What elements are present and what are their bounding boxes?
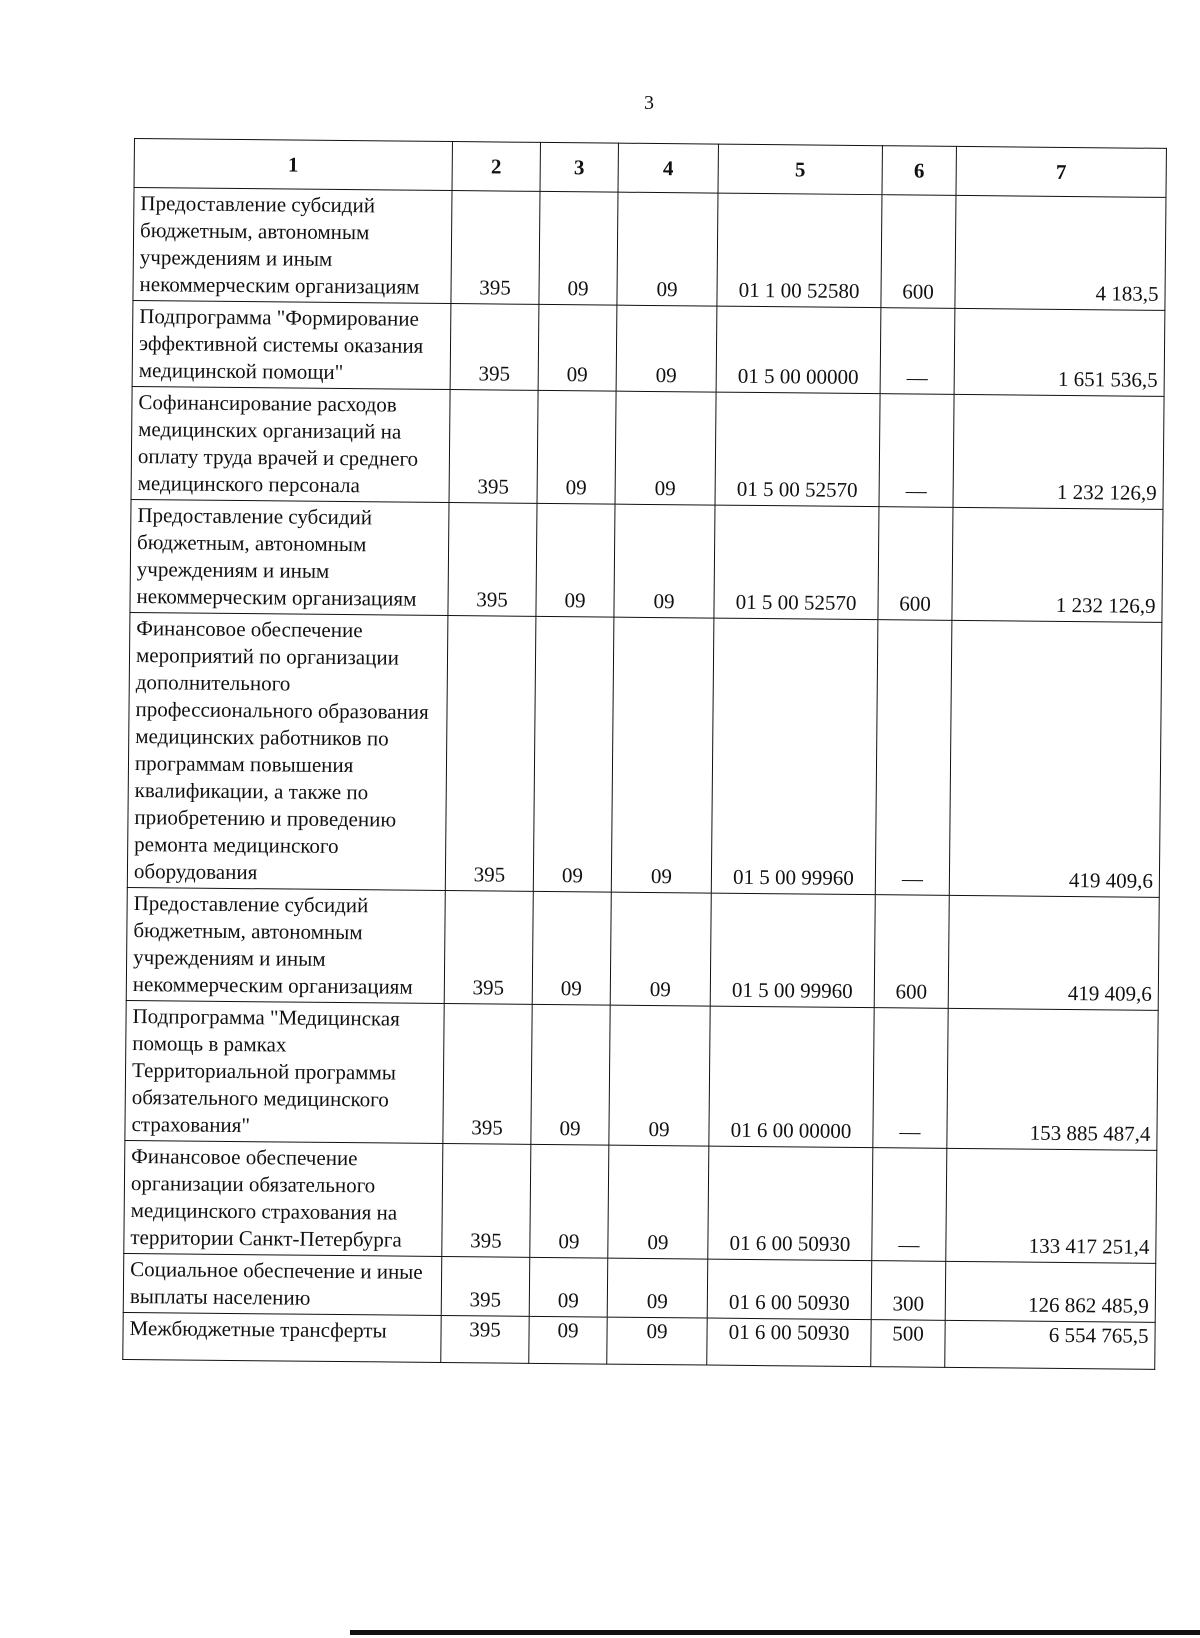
table-row	[130, 499, 1163, 622]
table-row	[131, 386, 1164, 509]
cell-col-3: 09	[532, 891, 611, 1005]
cell-col-3: 09	[530, 1144, 609, 1258]
cell-col-6: —	[872, 1148, 947, 1262]
cell-col-4: 09	[611, 617, 714, 893]
cell-col-4: 09	[607, 1258, 708, 1318]
cell-col-6: —	[880, 308, 955, 395]
cell-col-6: 300	[871, 1261, 946, 1321]
cell-col-4: 09	[610, 892, 711, 1006]
cell-col-3: 09	[529, 1316, 607, 1364]
cell-col-7: 419 409,6	[948, 895, 1159, 1010]
cell-col-4: 09	[617, 192, 718, 306]
cell-col-5: 01 6 00 50930	[707, 1259, 872, 1320]
row-name: Предоставление субсидий бюджетным, автономным учреждениям и иным некоммерческим организациям	[130, 499, 449, 615]
row-name: Софинансирование расходов медицинских организаций на оплату труда врачей и среднего медицинского персонала	[131, 386, 450, 502]
cell-col-4: 09	[607, 1317, 707, 1365]
header-col-5: 5	[718, 144, 882, 195]
table-row	[125, 1000, 1158, 1150]
cell-col-2: 395	[444, 891, 533, 1005]
cell-col-2: 395	[443, 1004, 532, 1145]
cell-col-3: 09	[537, 390, 616, 504]
cell-col-6: 600	[881, 195, 956, 309]
row-name: Финансовое обеспечение организации обязательного медицинского страхования на территории Санкт-Петербурга	[124, 1140, 443, 1256]
cell-col-7: 133 417 251,4	[946, 1148, 1157, 1263]
table-row	[123, 1312, 1155, 1369]
cell-col-6: —	[873, 1008, 948, 1149]
row-name: Финансовое обеспечение мероприятий по организации дополнительного профессионального образования медицинских работников по программам повышения квалификации, а также по приобретению и проведению ремонта медицинского оборудования	[127, 612, 448, 890]
cell-col-7: 6 554 765,5	[945, 1320, 1155, 1369]
header-col-2: 2	[452, 142, 540, 192]
cell-col-3: 09	[536, 503, 615, 617]
cell-col-5: 01 5 00 99960	[710, 893, 875, 1008]
cell-col-5: 01 5 00 52570	[714, 505, 879, 620]
cell-col-7: 419 409,6	[949, 620, 1162, 897]
cell-col-6: 600	[878, 507, 953, 621]
cell-col-4: 09	[609, 1005, 710, 1146]
budget-table	[122, 138, 1167, 1370]
cell-col-2: 395	[449, 390, 538, 504]
cell-col-5: 01 6 00 00000	[709, 1006, 874, 1148]
cell-col-7: 1 232 126,9	[952, 507, 1163, 622]
page-number: 3	[644, 92, 654, 114]
header-col-4: 4	[618, 143, 718, 193]
cell-col-5: 01 6 00 50930	[707, 1318, 871, 1367]
cell-col-4: 09	[608, 1145, 709, 1259]
header-col-3: 3	[540, 142, 618, 192]
cell-col-5: 01 5 00 52570	[715, 392, 880, 507]
cell-col-7: 1 651 536,5	[954, 308, 1165, 396]
cell-col-7: 1 232 126,9	[953, 394, 1164, 509]
cell-col-5: 01 6 00 50930	[708, 1146, 873, 1261]
cell-col-2: 395	[450, 304, 539, 391]
cell-col-2: 395	[441, 1257, 530, 1317]
row-name: Предоставление субсидий бюджетным, автономным учреждениям и иным некоммерческим организациям	[126, 887, 445, 1003]
header-col-6: 6	[882, 146, 956, 196]
cell-col-3: 09	[539, 191, 618, 305]
table-row	[126, 887, 1159, 1010]
row-name: Подпрограмма "Медицинская помощь в рамках Территориальной программы обязательного медицинского страхования"	[125, 1000, 444, 1143]
table-row	[133, 188, 1166, 311]
cell-col-7: 153 885 487,4	[947, 1008, 1158, 1150]
row-name: Социальное обеспечение и иные выплаты населению	[123, 1253, 442, 1315]
cell-col-6: —	[875, 620, 952, 896]
table-row	[127, 612, 1162, 897]
cell-col-5: 01 5 00 99960	[711, 618, 878, 895]
cell-col-2: 395	[448, 503, 537, 617]
cell-col-5: 01 5 00 00000	[716, 306, 881, 394]
cell-col-7: 4 183,5	[955, 195, 1166, 310]
budget-table-wrapper	[122, 138, 1166, 1370]
cell-col-3: 09	[529, 1257, 608, 1317]
table-row	[132, 300, 1165, 396]
cell-col-3: 09	[538, 304, 617, 391]
cell-col-2: 395	[445, 616, 536, 892]
cell-col-2: 395	[441, 1316, 529, 1364]
cell-col-6: 600	[874, 895, 949, 1009]
row-name: Подпрограмма "Формирование эффективной системы оказания медицинской помощи"	[132, 300, 451, 389]
cell-col-2: 395	[442, 1144, 531, 1258]
header-col-7: 7	[956, 146, 1166, 197]
row-name: Предоставление субсидий бюджетным, автономным учреждениям и иным некоммерческим организациям	[133, 188, 452, 304]
cell-col-4: 09	[616, 305, 717, 392]
cell-col-2: 395	[451, 191, 540, 305]
table-row	[123, 1253, 1156, 1322]
table-row	[124, 1140, 1157, 1263]
cell-col-4: 09	[615, 391, 716, 505]
header-col-1: 1	[134, 139, 452, 191]
cell-col-3: 09	[533, 616, 614, 892]
cell-col-5: 01 1 00 52580	[717, 193, 882, 308]
cell-col-7: 126 862 485,9	[945, 1261, 1156, 1322]
row-name: Межбюджетные трансферты	[123, 1312, 441, 1362]
cell-col-3: 09	[531, 1004, 610, 1145]
cell-col-4: 09	[614, 504, 715, 618]
cell-col-6: —	[879, 394, 954, 508]
cell-col-6: 500	[871, 1320, 945, 1368]
scan-edge-line	[350, 1630, 1200, 1635]
